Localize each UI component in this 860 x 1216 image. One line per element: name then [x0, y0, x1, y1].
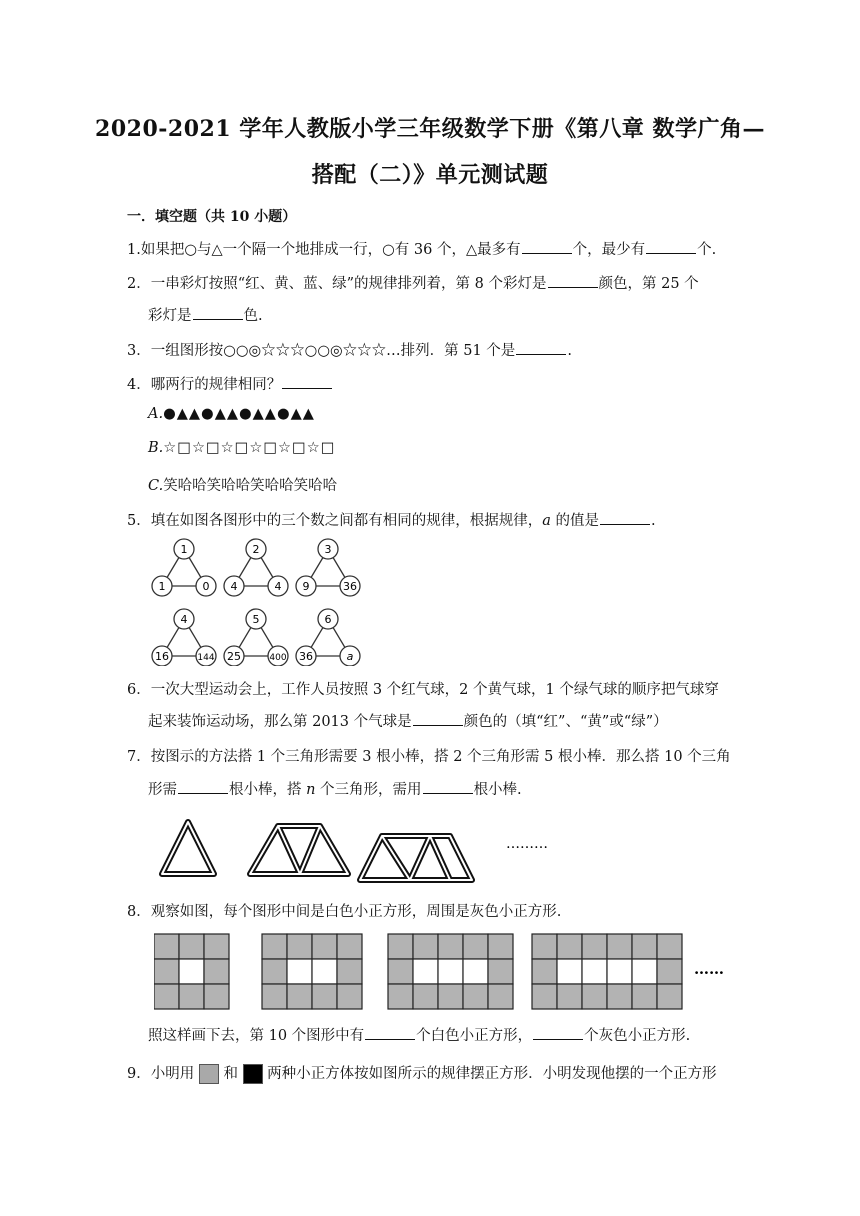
- number-triangle: [224, 539, 288, 596]
- number-triangle: [296, 609, 360, 666]
- gray-square: [488, 934, 513, 959]
- triangle-right-number: a: [346, 650, 354, 663]
- q4-text: 4．哪两行的规律相同？: [127, 377, 282, 393]
- q7-variable: n: [306, 782, 316, 798]
- document-title-line-2: 搭配（二）》单元测试题: [311, 162, 549, 188]
- triangle-top-number: 2: [252, 543, 260, 556]
- triangle-top-number: 4: [180, 613, 188, 626]
- question-4: [127, 373, 333, 394]
- answer-blank[interactable]: [178, 781, 228, 794]
- q8-text-b: 照这样画下去，第 10 个图形中有: [148, 1028, 365, 1044]
- triangle-left-number: 16: [155, 650, 169, 663]
- answer-blank[interactable]: [516, 342, 566, 355]
- gray-square: [388, 959, 413, 984]
- q2-text-c: 彩灯是: [148, 308, 192, 324]
- question-7-cont: [148, 778, 522, 799]
- triangle-left-number: 4: [230, 580, 238, 593]
- q1-text-b: 个，最少有: [572, 242, 646, 258]
- document-title-line-1: 2020-2021 学年人教版小学三年级数学下册《第八章 数学广角—: [95, 116, 765, 142]
- gray-square: [204, 934, 229, 959]
- gray-square: [337, 959, 362, 984]
- gray-square: [657, 934, 682, 959]
- q1-text-c: 个.: [697, 242, 717, 258]
- gray-square: [388, 934, 413, 959]
- gray-square: [154, 934, 179, 959]
- q4-option-a: [148, 406, 315, 422]
- white-square: [312, 959, 337, 984]
- option-text: 笑哈哈笑哈哈笑哈哈笑哈哈: [163, 478, 338, 494]
- gray-square: [532, 984, 557, 1009]
- black-cube-icon: [243, 1064, 263, 1084]
- gray-square: [532, 934, 557, 959]
- q6-text-a: 6．一次大型运动会上，工作人员按照 3 个红气球，2 个黄气球，1 个绿气球的顺序把气球穿: [127, 682, 719, 698]
- white-square: [438, 959, 463, 984]
- answer-blank[interactable]: [193, 307, 243, 320]
- triangle-right-number: 400: [269, 653, 287, 663]
- q6-text-c: 颜色的（填“红”、“黄”或“绿”）: [463, 714, 668, 730]
- gray-square: [154, 959, 179, 984]
- q7-text-d: 个三角形，需用: [315, 782, 422, 798]
- q4-option-c: [148, 474, 337, 495]
- gray-square: [262, 984, 287, 1009]
- white-square: [632, 959, 657, 984]
- q6-text-b: 起来装饰运动场，那么第 2013 个气球是: [148, 714, 412, 730]
- square-pattern: [388, 934, 513, 1009]
- question-1: [127, 238, 716, 259]
- triangle-top-number: 1: [180, 543, 188, 556]
- gray-square: [287, 934, 312, 959]
- gray-square: [532, 959, 557, 984]
- triangle-right-number: 144: [197, 653, 215, 663]
- gray-square: [312, 984, 337, 1009]
- square-pattern: [262, 934, 362, 1009]
- question-8-cont: [148, 1024, 690, 1045]
- question-8: [127, 900, 561, 921]
- q9-text-b: 和: [223, 1066, 238, 1082]
- gray-square: [262, 934, 287, 959]
- q3-text-b: .: [567, 343, 572, 359]
- q2-text-b: 颜色，第 25 个: [598, 276, 699, 292]
- q1-text-a: 1.如果把○与△一个隔一个地排成一行，○有 36 个，△最多有: [127, 242, 521, 258]
- white-square: [607, 959, 632, 984]
- q5-number-triangles-figure: [148, 536, 368, 666]
- q4-option-b: [148, 440, 335, 456]
- q8-text-c: 个白色小正方形，: [416, 1028, 533, 1044]
- q7-matchstick-triangles-figure: [150, 810, 570, 884]
- question-2: [127, 272, 699, 293]
- triangle-top-number: 5: [252, 613, 260, 626]
- q7-text-a: 7．按图示的方法搭 1 个三角形需要 3 根小棒，搭 2 个三角形需 5 根小棒．那么搭 10 个三角: [127, 749, 731, 765]
- q2-text-d: 色.: [243, 308, 263, 324]
- gray-square: [179, 934, 204, 959]
- option-label: C.: [148, 478, 164, 494]
- q5-text-c: .: [651, 513, 656, 529]
- gray-square: [632, 934, 657, 959]
- answer-blank[interactable]: [423, 781, 473, 794]
- answer-blank[interactable]: [282, 376, 332, 389]
- q8-text-a: 8．观察如图，每个图形中间是白色小正方形，周围是灰色小正方形.: [127, 904, 562, 920]
- gray-square: [337, 934, 362, 959]
- gray-square: [657, 984, 682, 1009]
- triangle-right-number: 0: [202, 580, 210, 593]
- q7-text-e: 根小棒.: [473, 782, 522, 798]
- answer-blank[interactable]: [533, 1027, 583, 1040]
- white-square: [287, 959, 312, 984]
- gray-square: [262, 959, 287, 984]
- gray-square: [607, 984, 632, 1009]
- gray-square: [179, 984, 204, 1009]
- white-square: [463, 959, 488, 984]
- number-triangle: [224, 609, 288, 666]
- triangle-top-number: 3: [324, 543, 332, 556]
- gray-square: [557, 934, 582, 959]
- q7-text-c: 根小棒，搭: [229, 782, 307, 798]
- square-pattern: [154, 934, 229, 1009]
- answer-blank[interactable]: [365, 1027, 415, 1040]
- answer-blank[interactable]: [413, 713, 463, 726]
- q8-text-d: 个灰色小正方形.: [584, 1028, 691, 1044]
- gray-square: [204, 984, 229, 1009]
- gray-square: [438, 934, 463, 959]
- q8-square-pattern-figure: [154, 932, 734, 1012]
- gray-square: [438, 984, 463, 1009]
- gray-square: [204, 959, 229, 984]
- question-7: [127, 745, 731, 766]
- q9-text-a: 9．小明用: [127, 1066, 195, 1082]
- number-triangle: [152, 609, 216, 666]
- gray-square: [154, 984, 179, 1009]
- answer-blank[interactable]: [522, 241, 572, 254]
- square-pattern: [532, 934, 682, 1009]
- number-triangle: [152, 539, 216, 596]
- matchstick-triangle-triple: [360, 836, 472, 880]
- gray-square: [413, 934, 438, 959]
- answer-blank[interactable]: [548, 275, 598, 288]
- white-square: [557, 959, 582, 984]
- triangle-top-number: 6: [324, 613, 332, 626]
- question-9: [127, 1062, 717, 1084]
- question-3: [127, 339, 572, 360]
- gray-square: [557, 984, 582, 1009]
- option-label: A.: [148, 406, 164, 422]
- gray-square: [607, 934, 632, 959]
- triangle-left-number: 1: [158, 580, 166, 593]
- gray-square: [337, 984, 362, 1009]
- gray-square: [657, 959, 682, 984]
- triangle-right-number: 36: [343, 580, 357, 593]
- number-triangle: [296, 539, 360, 596]
- white-square: [413, 959, 438, 984]
- question-6: [127, 678, 719, 699]
- gray-square: [582, 934, 607, 959]
- option-text: ●▲▲●▲▲●▲▲●▲▲: [163, 406, 315, 422]
- q7-text-b: 形需: [148, 782, 177, 798]
- q8-ellipsis: ……: [694, 960, 724, 978]
- gray-square: [463, 934, 488, 959]
- q5-text-a: 5．填在如图各图形中的三个数之间都有相同的规律，根据规律，: [127, 513, 543, 529]
- gray-square: [488, 959, 513, 984]
- answer-blank[interactable]: [600, 512, 650, 525]
- triangle-left-number: 9: [302, 580, 310, 593]
- option-text: ☆□☆□☆□☆□☆□☆□: [163, 440, 336, 456]
- white-square: [179, 959, 204, 984]
- triangle-right-number: 4: [274, 580, 282, 593]
- matchstick-triangle: [162, 822, 214, 874]
- gray-square: [488, 984, 513, 1009]
- question-5: [127, 509, 656, 530]
- q7-ellipsis: ………: [506, 836, 548, 852]
- question-2-cont: [148, 304, 263, 325]
- option-label: B.: [148, 440, 164, 456]
- question-6-cont: [148, 710, 668, 731]
- triangle-left-number: 25: [227, 650, 241, 663]
- gray-square: [287, 984, 312, 1009]
- q9-text-c: 两种小正方体按如图所示的规律摆正方形．小明发现他摆的一个正方形: [267, 1066, 717, 1082]
- q5-text-b: 的值是: [550, 513, 599, 529]
- gray-square: [413, 984, 438, 1009]
- gray-square: [582, 984, 607, 1009]
- gray-square: [632, 984, 657, 1009]
- gray-square: [312, 934, 337, 959]
- gray-cube-icon: [199, 1064, 219, 1084]
- triangle-left-number: 36: [299, 650, 313, 663]
- section-heading: 一．填空题（共 10 小题）: [127, 209, 297, 225]
- gray-square: [388, 984, 413, 1009]
- answer-blank[interactable]: [646, 241, 696, 254]
- q3-text-a: 3．一组图形按○○◎☆☆☆○○◎☆☆☆…排列．第 51 个是: [127, 343, 516, 359]
- q5-variable: a: [542, 513, 551, 529]
- white-square: [582, 959, 607, 984]
- gray-square: [463, 984, 488, 1009]
- q2-text-a: 2．一串彩灯按照“红、黄、蓝、绿”的规律排列着，第 8 个彩灯是: [127, 276, 547, 292]
